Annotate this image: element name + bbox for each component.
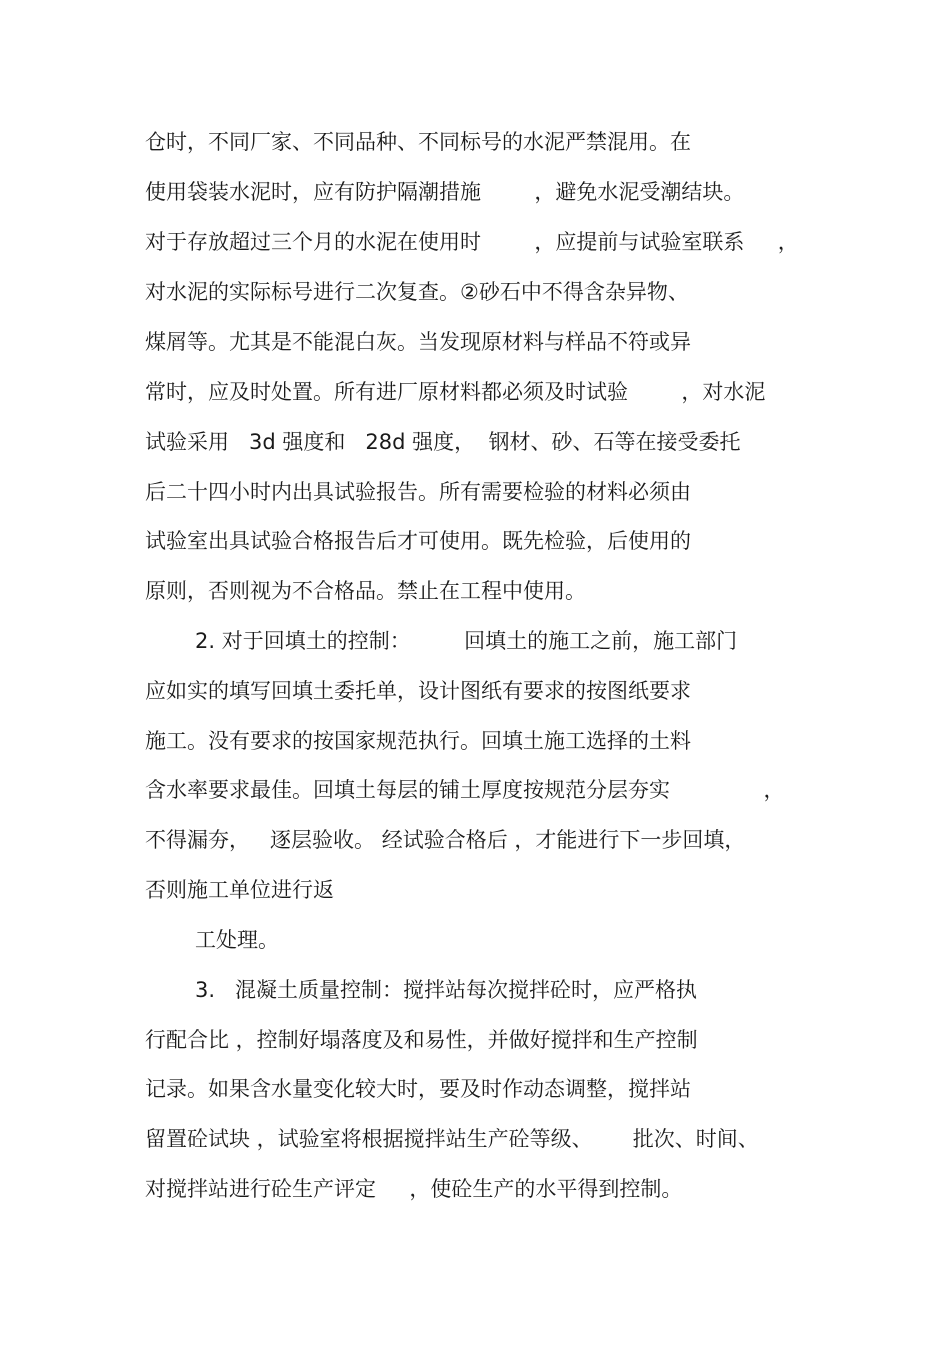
text-line-11: 2. 对于回填土的控制： 回填土的施工之前，施工部门 [195,629,738,653]
text-line-15: 不得漏夯， 逐层验收。 经试验合格后 ，才能进行下一步回填， [145,828,746,852]
text-line-14: 含水率要求最佳。回填土每层的铺土厚度按规范分层夯实 ， [145,778,785,802]
text-line-18: 3. 混凝土质量控制：搅拌站每次搅拌砼时，应严格执 [195,978,698,1002]
text-line-7: 试验采用 3d 强度和 28d 强度， 钢材、砂、石等在接受委托 [145,430,741,454]
text-line-22: 对搅拌站进行砼生产评定 ，使砼生产的水平得到控制。 [145,1177,683,1201]
text-line-1: 仓时，不同厂家、不同品种、不同标号的水泥严禁混用。在 [145,130,691,154]
text-line-3: 对于存放超过三个月的水泥在使用时 ，应提前与试验室联系 ， [145,230,799,254]
text-line-17: 工处理。 [195,928,279,952]
text-line-8: 后二十四小时内出具试验报告。所有需要检验的材料必须由 [145,480,691,504]
text-line-12: 应如实的填写回填土委托单，设计图纸有要求的按图纸要求 [145,679,691,703]
text-line-16: 否则施工单位进行返 [145,878,334,902]
text-line-5: 煤屑等。尤其是不能混白灰。当发现原材料与样品不符或异 [145,330,691,354]
text-line-4: 对水泥的实际标号进行二次复查。②砂石中不得含杂异物、 [145,280,689,304]
text-line-13: 施工。没有要求的按国家规范执行。回填土施工选择的土料 [145,729,691,753]
text-line-6: 常时，应及时处置。所有进厂原材料都必须及时试验 ，对水泥 [145,380,766,404]
text-line-10: 原则，否则视为不合格品。禁止在工程中使用。 [145,579,586,603]
text-line-19: 行配合比 ，控制好塌落度及和易性，并做好搅拌和生产控制 [145,1028,698,1052]
text-line-2: 使用袋装水泥时，应有防护隔潮措施 ，避免水泥受潮结块。 [145,180,745,204]
text-line-21: 留置砼试块 ，试验室将根据搅拌站生产砼等级、 批次、时间、 [145,1127,759,1151]
text-line-20: 记录。如果含水量变化较大时，要及时作动态调整，搅拌站 [145,1077,691,1101]
text-line-9: 试验室出具试验合格报告后才可使用。既先检验，后使用的 [145,529,691,553]
